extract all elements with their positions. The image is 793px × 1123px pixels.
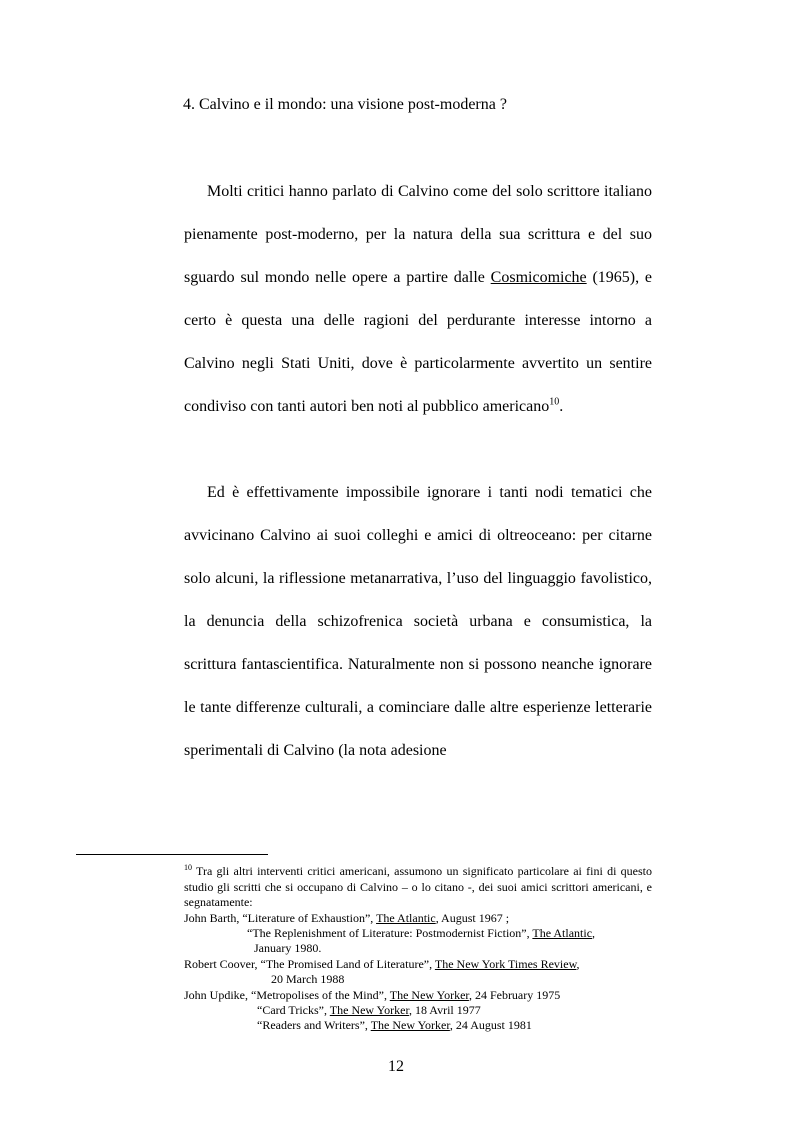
paragraph-1-text-c: . [559, 398, 564, 415]
footnote-intro-text: Tra gli altri interventi critici americani, assumono un significato particolare ai fini di questo studio gli scritti che si occupano di Calvino – o lo citano -, dei suoi amici scrittori americani, e segnatamente: [184, 864, 652, 909]
page-number: 12 [388, 1058, 404, 1075]
entry-text: Robert Coover, “The Promised Land of Literature”, [184, 957, 435, 971]
footnote-entry-barth-2 [247, 926, 595, 942]
footnote-entry-updike-3 [257, 1018, 532, 1034]
entry-text: “Card Tricks”, [257, 1003, 330, 1017]
footnote-entry-barth-1 [184, 911, 509, 927]
footnote-entry-updike-1 [184, 988, 560, 1004]
paragraph-1-text-a: Molti critici hanno parlato di Calvino come del solo scrittore italiano pienamente post-moderno, per la natura della sua scrittura e del suo sguardo sul mondo nelle opere a partire dalle [184, 183, 652, 286]
entry-date: , 18 Avril 1977 [408, 1003, 481, 1017]
footnote-entry-updike-2 [257, 1003, 481, 1019]
footnote-number: 10 [184, 863, 192, 872]
entry-date: , August 1967 ; [435, 911, 510, 925]
magazine-title: The Atlantic [532, 926, 593, 940]
body-paragraph-1 [184, 170, 652, 428]
entry-text: John Updike, “Metropolises of the Mind”, [184, 988, 390, 1002]
entry-date: , 24 February 1975 [468, 988, 561, 1002]
magazine-title: The Atlantic [376, 911, 436, 925]
body-paragraph-2: Ed è effettivamente impossibile ignorare i tanti nodi tematici che avvicinano Calvino ai suoi colleghi e amici di oltreoceano: per citarne solo alcuni, la riflessione metanarrativa, l’uso del linguaggio favolistico, la denuncia della schizofrenica società urbana e consumistica, la scrittura fantascientifica. Naturalmente non si possono neanche ignorare le tante differenze culturali, a cominciare dalle altre esperienze letterarie sperimentali di Calvino (la nota adesione [184, 484, 652, 759]
entry-punct: , [576, 957, 580, 971]
footnote-reference: 10 [549, 396, 560, 408]
magazine-title: The New Yorker [329, 1003, 409, 1017]
entry-text: “Readers and Writers”, [257, 1018, 371, 1032]
footnote-entry-barth-2-date: January 1980. [254, 941, 322, 955]
entry-punct: , [592, 926, 596, 940]
entry-date: , 24 August 1981 [449, 1018, 532, 1032]
magazine-title: The New York Times Review [434, 957, 577, 971]
paragraph-1-text-b: (1965), e certo è questa una delle ragioni del perdurante interesse intorno a Calvino negli Stati Uniti, dove è particolarmente avvertito un sentire condiviso con tanti autori ben noti al pubblico americano [184, 269, 652, 415]
footnote-separator [76, 854, 268, 855]
magazine-title: The New Yorker [370, 1018, 450, 1032]
footnote-entry-coover [184, 957, 579, 973]
footnote-intro [184, 864, 652, 911]
work-title-cosmicomiche: Cosmicomiche [490, 269, 587, 286]
entry-text: John Barth, “Literature of Exhaustion”, [184, 911, 377, 925]
footnote-entry-coover-date: 20 March 1988 [271, 972, 345, 986]
magazine-title: The New Yorker [389, 988, 469, 1002]
section-heading: 4. Calvino e il mondo: una visione post-moderna ? [183, 96, 507, 113]
entry-text: “The Replenishment of Literature: Postmodernist Fiction”, [247, 926, 533, 940]
